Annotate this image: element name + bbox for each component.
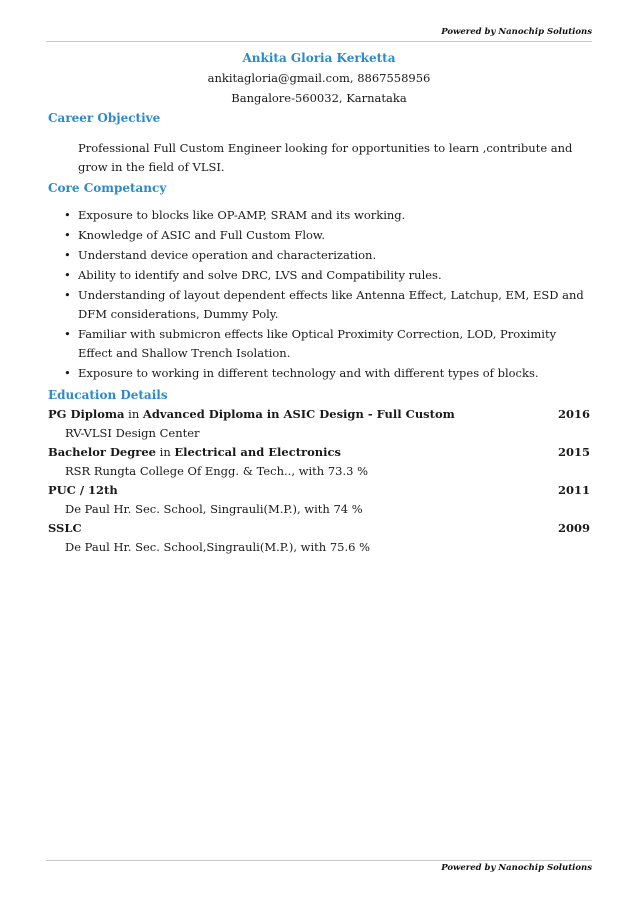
list-item-text: Familiar with submicron effects like Optical Proximity Correction, LOD, Proximity Effect and Shallow Trench Isolation. xyxy=(78,327,557,360)
list-item-text: Ability to identify and solve DRC, LVS and Compatibility rules. xyxy=(78,268,442,282)
year: 2015 xyxy=(557,445,590,459)
list-item xyxy=(62,286,592,324)
bullet-icon: • xyxy=(64,288,71,302)
list-item-text: Understand device operation and characterization. xyxy=(78,248,377,262)
list-item-text: Understanding of layout dependent effects like Antenna Effect, Latchup, EM, ESD and DFM considerations, Dummy Poly. xyxy=(78,288,584,321)
candidate-name: Ankita Gloria Kerketta xyxy=(242,51,396,65)
list-item xyxy=(62,206,592,225)
degree: PUC / 12th xyxy=(48,483,118,497)
list-item-text: Exposure to blocks like OP-AMP, SRAM and its working. xyxy=(78,208,406,222)
education-entry xyxy=(48,481,590,519)
education-details xyxy=(48,405,590,557)
degree-connector: in xyxy=(155,445,175,459)
institution: De Paul Hr. Sec. School,Singrauli(M.P.), with 75.6 % xyxy=(65,540,371,554)
year: 2016 xyxy=(557,407,590,421)
list-item-text: Knowledge of ASIC and Full Custom Flow. xyxy=(78,228,326,242)
career-objective-heading: Career Objective xyxy=(48,111,161,125)
year: 2009 xyxy=(557,521,590,535)
institution: RV-VLSI Design Center xyxy=(65,426,200,440)
powered-by-top: Powered by Nanochip Solutions xyxy=(441,27,592,37)
career-objective-text: Professional Full Custom Engineer looking for opportunities to learn ,contribute and grow in the field of VLSI. xyxy=(78,141,573,174)
bullet-icon: • xyxy=(64,208,71,222)
field: Advanced Diploma in ASIC Design - Full Custom xyxy=(142,407,455,421)
field: Electrical and Electronics xyxy=(174,445,341,459)
degree: SSLC xyxy=(48,521,82,535)
education-entry xyxy=(48,443,590,481)
bullet-icon: • xyxy=(64,248,71,262)
powered-by-bottom: Powered by Nanochip Solutions xyxy=(441,863,592,873)
list-item xyxy=(62,226,592,245)
address: Bangalore-560032, Karnataka xyxy=(231,91,407,105)
institution: De Paul Hr. Sec. School, Singrauli(M.P.), with 74 % xyxy=(65,502,363,516)
degree: Bachelor Degree xyxy=(48,445,156,459)
degree-connector: in xyxy=(124,407,143,421)
education-entry xyxy=(48,519,590,557)
institution: RSR Rungta College Of Engg. & Tech.., with 73.3 % xyxy=(65,464,369,478)
education-heading: Education Details xyxy=(48,388,168,402)
list-item xyxy=(62,266,592,285)
degree: PG Diploma xyxy=(48,407,125,421)
list-item xyxy=(62,325,592,363)
resume-header xyxy=(0,48,638,108)
year: 2011 xyxy=(557,483,590,497)
list-item xyxy=(62,246,592,265)
core-competancy-heading: Core Competancy xyxy=(48,181,167,195)
bullet-icon: • xyxy=(64,268,71,282)
core-competancy-list xyxy=(62,206,592,384)
bullet-icon: • xyxy=(64,327,71,341)
top-divider xyxy=(46,41,592,42)
education-entry xyxy=(48,405,590,443)
bottom-divider xyxy=(46,860,592,861)
list-item-text: Exposure to working in different technology and with different types of blocks. xyxy=(78,366,539,380)
bullet-icon: • xyxy=(64,366,71,380)
contact-info: ankitagloria@gmail.com, 8867558956 xyxy=(207,71,431,85)
bullet-icon: • xyxy=(64,228,71,242)
list-item xyxy=(62,364,592,383)
